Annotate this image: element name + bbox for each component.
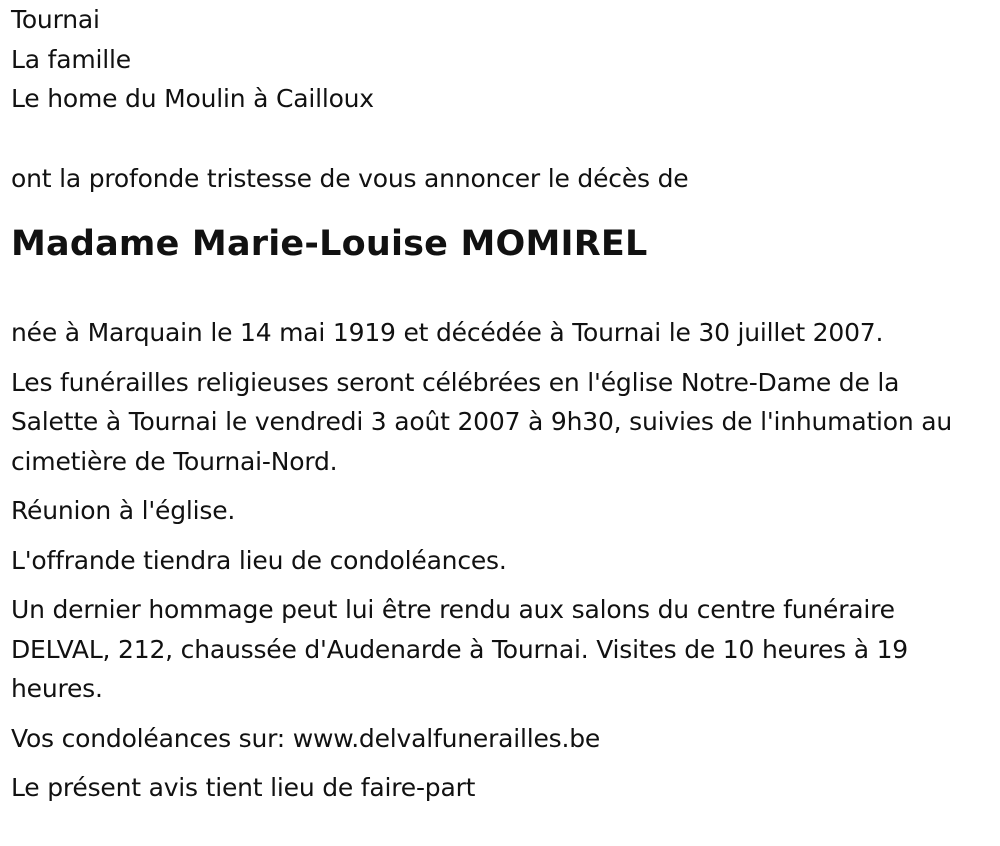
death-notice — [11, 0, 986, 808]
notice-disclaimer: Le présent avis tient lieu de faire-part — [11, 773, 476, 802]
deceased-name: Madame Marie-Louise MOMIREL — [11, 224, 648, 264]
visitation-info: Un dernier hommage peut lui être rendu aux salons du centre funéraire DELVAL, 212, chaussée d'Audenarde à Tournai. Visites de 10 heures à 19 heures. — [11, 595, 908, 703]
announcement-intro: ont la profonde tristesse de vous annoncer le décès de — [11, 163, 689, 193]
condolences-website: Vos condoléances sur: www.delvalfunerailles.be — [11, 723, 601, 753]
offering-info: L'offrande tiendra lieu de condoléances. — [11, 545, 507, 575]
birth-death-details: née à Marquain le 14 mai 1919 et décédée à Tournai le 30 juillet 2007. — [11, 318, 884, 347]
announcers-block — [11, 0, 986, 119]
announcer-family: La famille — [11, 44, 131, 74]
announcer-city: Tournai — [11, 5, 100, 34]
announcer-care-home: Le home du Moulin à Cailloux — [11, 84, 374, 113]
meeting-info: Réunion à l'église. — [11, 496, 236, 525]
funeral-details: Les funérailles religieuses seront célébrées en l'église Notre-Dame de la Salette à Tournai le vendredi 3 août 2007 à 9h30, suivies de l'inhumation au cimetière de Tournai-Nord. — [11, 367, 953, 476]
